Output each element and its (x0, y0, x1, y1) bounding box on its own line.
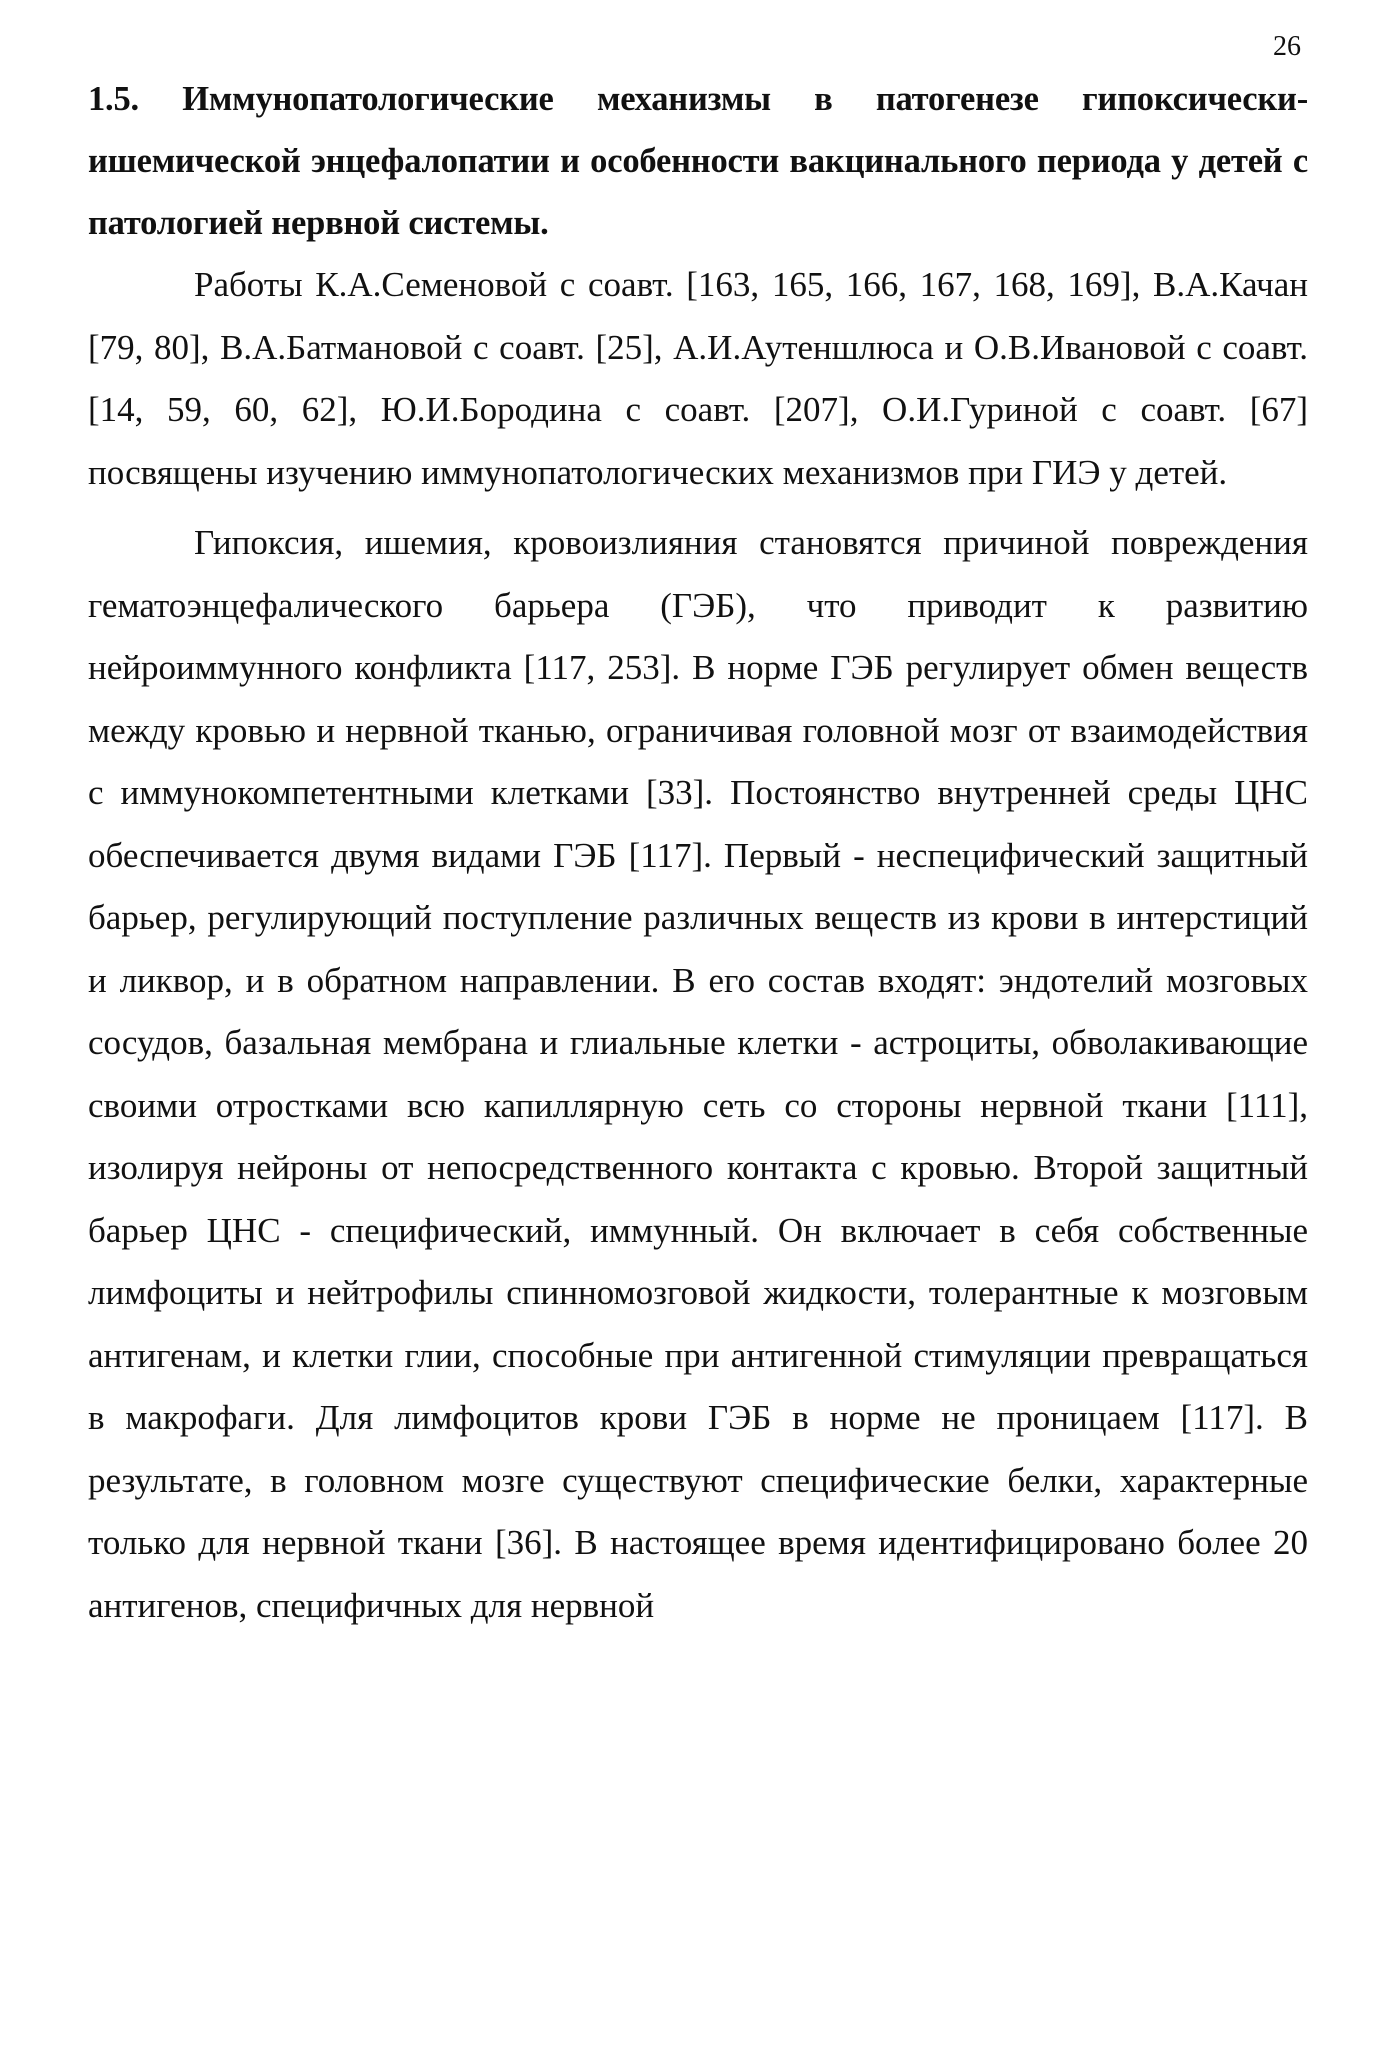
section-heading: 1.5. Иммунопатологические механизмы в патогенезе гипоксически-ишемической энцефалопатии и особенности вакцинального периода у детей с патологией нервной системы. (88, 80, 1308, 242)
paragraph-2: Гипоксия, ишемия, кровоизлияния становятся причиной повреждения гематоэнцефалического барьера (ГЭБ), что приводит к развитию нейроиммунного конфликта [117, 253]. В норме ГЭБ регулирует обмен веществ между кровью и нервной тканью, ограничивая головной мозг от взаимодействия с иммунокомпетентными клетками [33]. Постоянство внутренней среды ЦНС обеспечивается двумя видами ГЭБ [117]. Первый - неспецифический защитный барьер, регулирующий поступление различных веществ из крови в интерстиций и ликвор, и в обратном направлении. В его состав входят: эндотелий мозговых сосудов, базальная мембрана и глиальные клетки - астроциты, обволакивающие своими отростками всю капиллярную сеть со стороны нервной ткани [111], изолируя нейроны от непосредственного контакта с кровью. Второй защитный барьер ЦНС - специфический, иммунный. Он включает в себя собственные лимфоциты и нейтрофилы спинномозговой жидкости, толерантные к мозговым антигенам, и клетки глии, способные при антигенной стимуляции превращаться в макрофаги. Для лимфоцитов крови ГЭБ в норме не проницаем [117]. В результате, в головном мозге существуют специфические белки, характерные только для нервной ткани [36]. В настоящее время идентифицировано более 20 антигенов, специфичных для нервной (88, 523, 1308, 1625)
page-number: 26 (1273, 31, 1301, 62)
section-body (88, 68, 1308, 1637)
paragraph-1: Работы К.А.Семеновой с соавт. [163, 165, 166, 167, 168, 169], В.А.Качан [79, 80], В.А.Батмановой с соавт. [25], А.И.Аутеншлюса и О.В.Ивановой с соавт. [14, 59, 60, 62], Ю.И.Бородина с соавт. [207], О.И.Гуриной с соавт. [67] посвящены изучению иммунопатологических механизмов при ГИЭ у детей. (88, 265, 1308, 492)
